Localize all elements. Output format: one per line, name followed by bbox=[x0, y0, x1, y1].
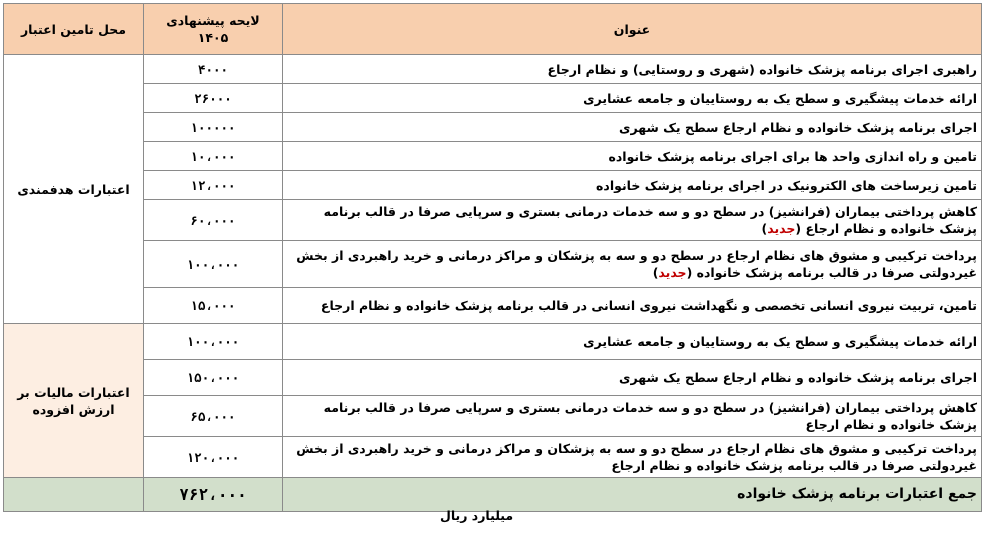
total-row bbox=[4, 478, 982, 512]
row-title: پرداخت ترکیبی و مشوق های نظام ارجاع در سطح دو و سه به پزشکان و مراکز درمانی و خرید راهبردی از بخش غیردولتی صرفا در قالب برنامه پزشک خانواده (جدید) bbox=[283, 241, 982, 288]
table-row bbox=[4, 84, 982, 113]
table-row bbox=[4, 113, 982, 142]
table-row bbox=[4, 142, 982, 171]
header-amount-line2: ۱۴۰۵ bbox=[197, 30, 229, 45]
row-amount: ۱۰،۰۰۰ bbox=[144, 142, 283, 171]
row-title: تامین، تربیت نیروی انسانی تخصصی و نگهداشت نیروی انسانی در قالب برنامه پزشک خانواده و نظام ارجاع bbox=[283, 288, 982, 324]
table-row bbox=[4, 288, 982, 324]
table-row bbox=[4, 241, 982, 288]
table-row bbox=[4, 437, 982, 478]
row-amount: ۱۰۰۰۰۰ bbox=[144, 113, 283, 142]
row-amount: ۶۰،۰۰۰ bbox=[144, 200, 283, 241]
table-row bbox=[4, 324, 982, 360]
table-row bbox=[4, 396, 982, 437]
table-row bbox=[4, 55, 982, 84]
source-cell-vat: اعتبارات مالیات بر ارزش افزوده bbox=[4, 324, 144, 478]
row-title: ارائه خدمات پیشگیری و سطح یک به روستاییان و جامعه عشایری bbox=[283, 84, 982, 113]
row-amount: ۲۶۰۰۰ bbox=[144, 84, 283, 113]
row-title: کاهش پرداختی بیماران (فرانشیز) در سطح دو و سه خدمات درمانی بستری و سرپایی صرفا در قالب برنامه پزشک خانواده و نظام ارجاع bbox=[283, 396, 982, 437]
header-amount-column bbox=[144, 4, 283, 55]
table-row bbox=[4, 171, 982, 200]
new-tag: جدید bbox=[767, 221, 796, 236]
new-tag: جدید bbox=[658, 265, 687, 280]
unit-note: میلیارد ریال bbox=[440, 508, 514, 523]
total-title: جمع اعتبارات برنامه پزشک خانواده bbox=[283, 478, 982, 512]
row-title: ارائه خدمات پیشگیری و سطح یک به روستاییان و جامعه عشایری bbox=[283, 324, 982, 360]
table-row bbox=[4, 360, 982, 396]
row-title: اجرای برنامه پزشک خانواده و نظام ارجاع سطح یک شهری bbox=[283, 360, 982, 396]
row-title: اجرای برنامه پزشک خانواده و نظام ارجاع سطح یک شهری bbox=[283, 113, 982, 142]
row-amount: ۶۵،۰۰۰ bbox=[144, 396, 283, 437]
table-header-row bbox=[4, 4, 982, 55]
row-title: تامین و راه اندازی واحد ها برای اجرای برنامه پزشک خانواده bbox=[283, 142, 982, 171]
table-row bbox=[4, 200, 982, 241]
total-source-empty bbox=[4, 478, 144, 512]
header-title-column: عنوان bbox=[283, 4, 982, 55]
row-amount: ۱۰۰،۰۰۰ bbox=[144, 241, 283, 288]
source-cell-targeted-subsidies: اعتبارات هدفمندی bbox=[4, 55, 144, 324]
row-title: راهبری اجرای برنامه پزشک خانواده (شهری و روستایی) و نظام ارجاع bbox=[283, 55, 982, 84]
header-source-column: محل تامین اعتبار bbox=[4, 4, 144, 55]
row-amount: ۱۲،۰۰۰ bbox=[144, 171, 283, 200]
row-title-text: کاهش پرداختی بیماران (فرانشیز) در سطح دو و سه خدمات درمانی بستری و سرپایی صرفا در قالب برنامه پزشک خانواده و نظام ارجاع bbox=[323, 204, 977, 236]
budget-table-wrapper bbox=[3, 3, 981, 512]
row-amount: ۴۰۰۰ bbox=[144, 55, 283, 84]
row-amount: ۱۲۰،۰۰۰ bbox=[144, 437, 283, 478]
header-amount-line1: لایحه پیشنهادی bbox=[166, 13, 260, 28]
family-physician-budget-table bbox=[3, 3, 982, 512]
row-amount: ۱۰۰،۰۰۰ bbox=[144, 324, 283, 360]
row-title: تامین زیرساخت های الکترونیک در اجرای برنامه پزشک خانواده bbox=[283, 171, 982, 200]
row-title: پرداخت ترکیبی و مشوق های نظام ارجاع در سطح دو و سه به پزشکان و مراکز درمانی و خرید راهبردی از بخش غیردولتی صرفا در قالب برنامه پزشک خانواده و نظام ارجاع bbox=[283, 437, 982, 478]
total-amount: ۷۶۲،۰۰۰ bbox=[144, 478, 283, 512]
row-amount: ۱۵،۰۰۰ bbox=[144, 288, 283, 324]
row-title: کاهش پرداختی بیماران (فرانشیز) در سطح دو و سه خدمات درمانی بستری و سرپایی صرفا در قالب برنامه پزشک خانواده و نظام ارجاع (جدید) bbox=[283, 200, 982, 241]
row-title-text: پرداخت ترکیبی و مشوق های نظام ارجاع در سطح دو و سه به پزشکان و مراکز درمانی و خرید راهبردی از بخش غیردولتی صرفا در قالب برنامه پزشک خانواده bbox=[296, 248, 977, 280]
row-amount: ۱۵۰،۰۰۰ bbox=[144, 360, 283, 396]
